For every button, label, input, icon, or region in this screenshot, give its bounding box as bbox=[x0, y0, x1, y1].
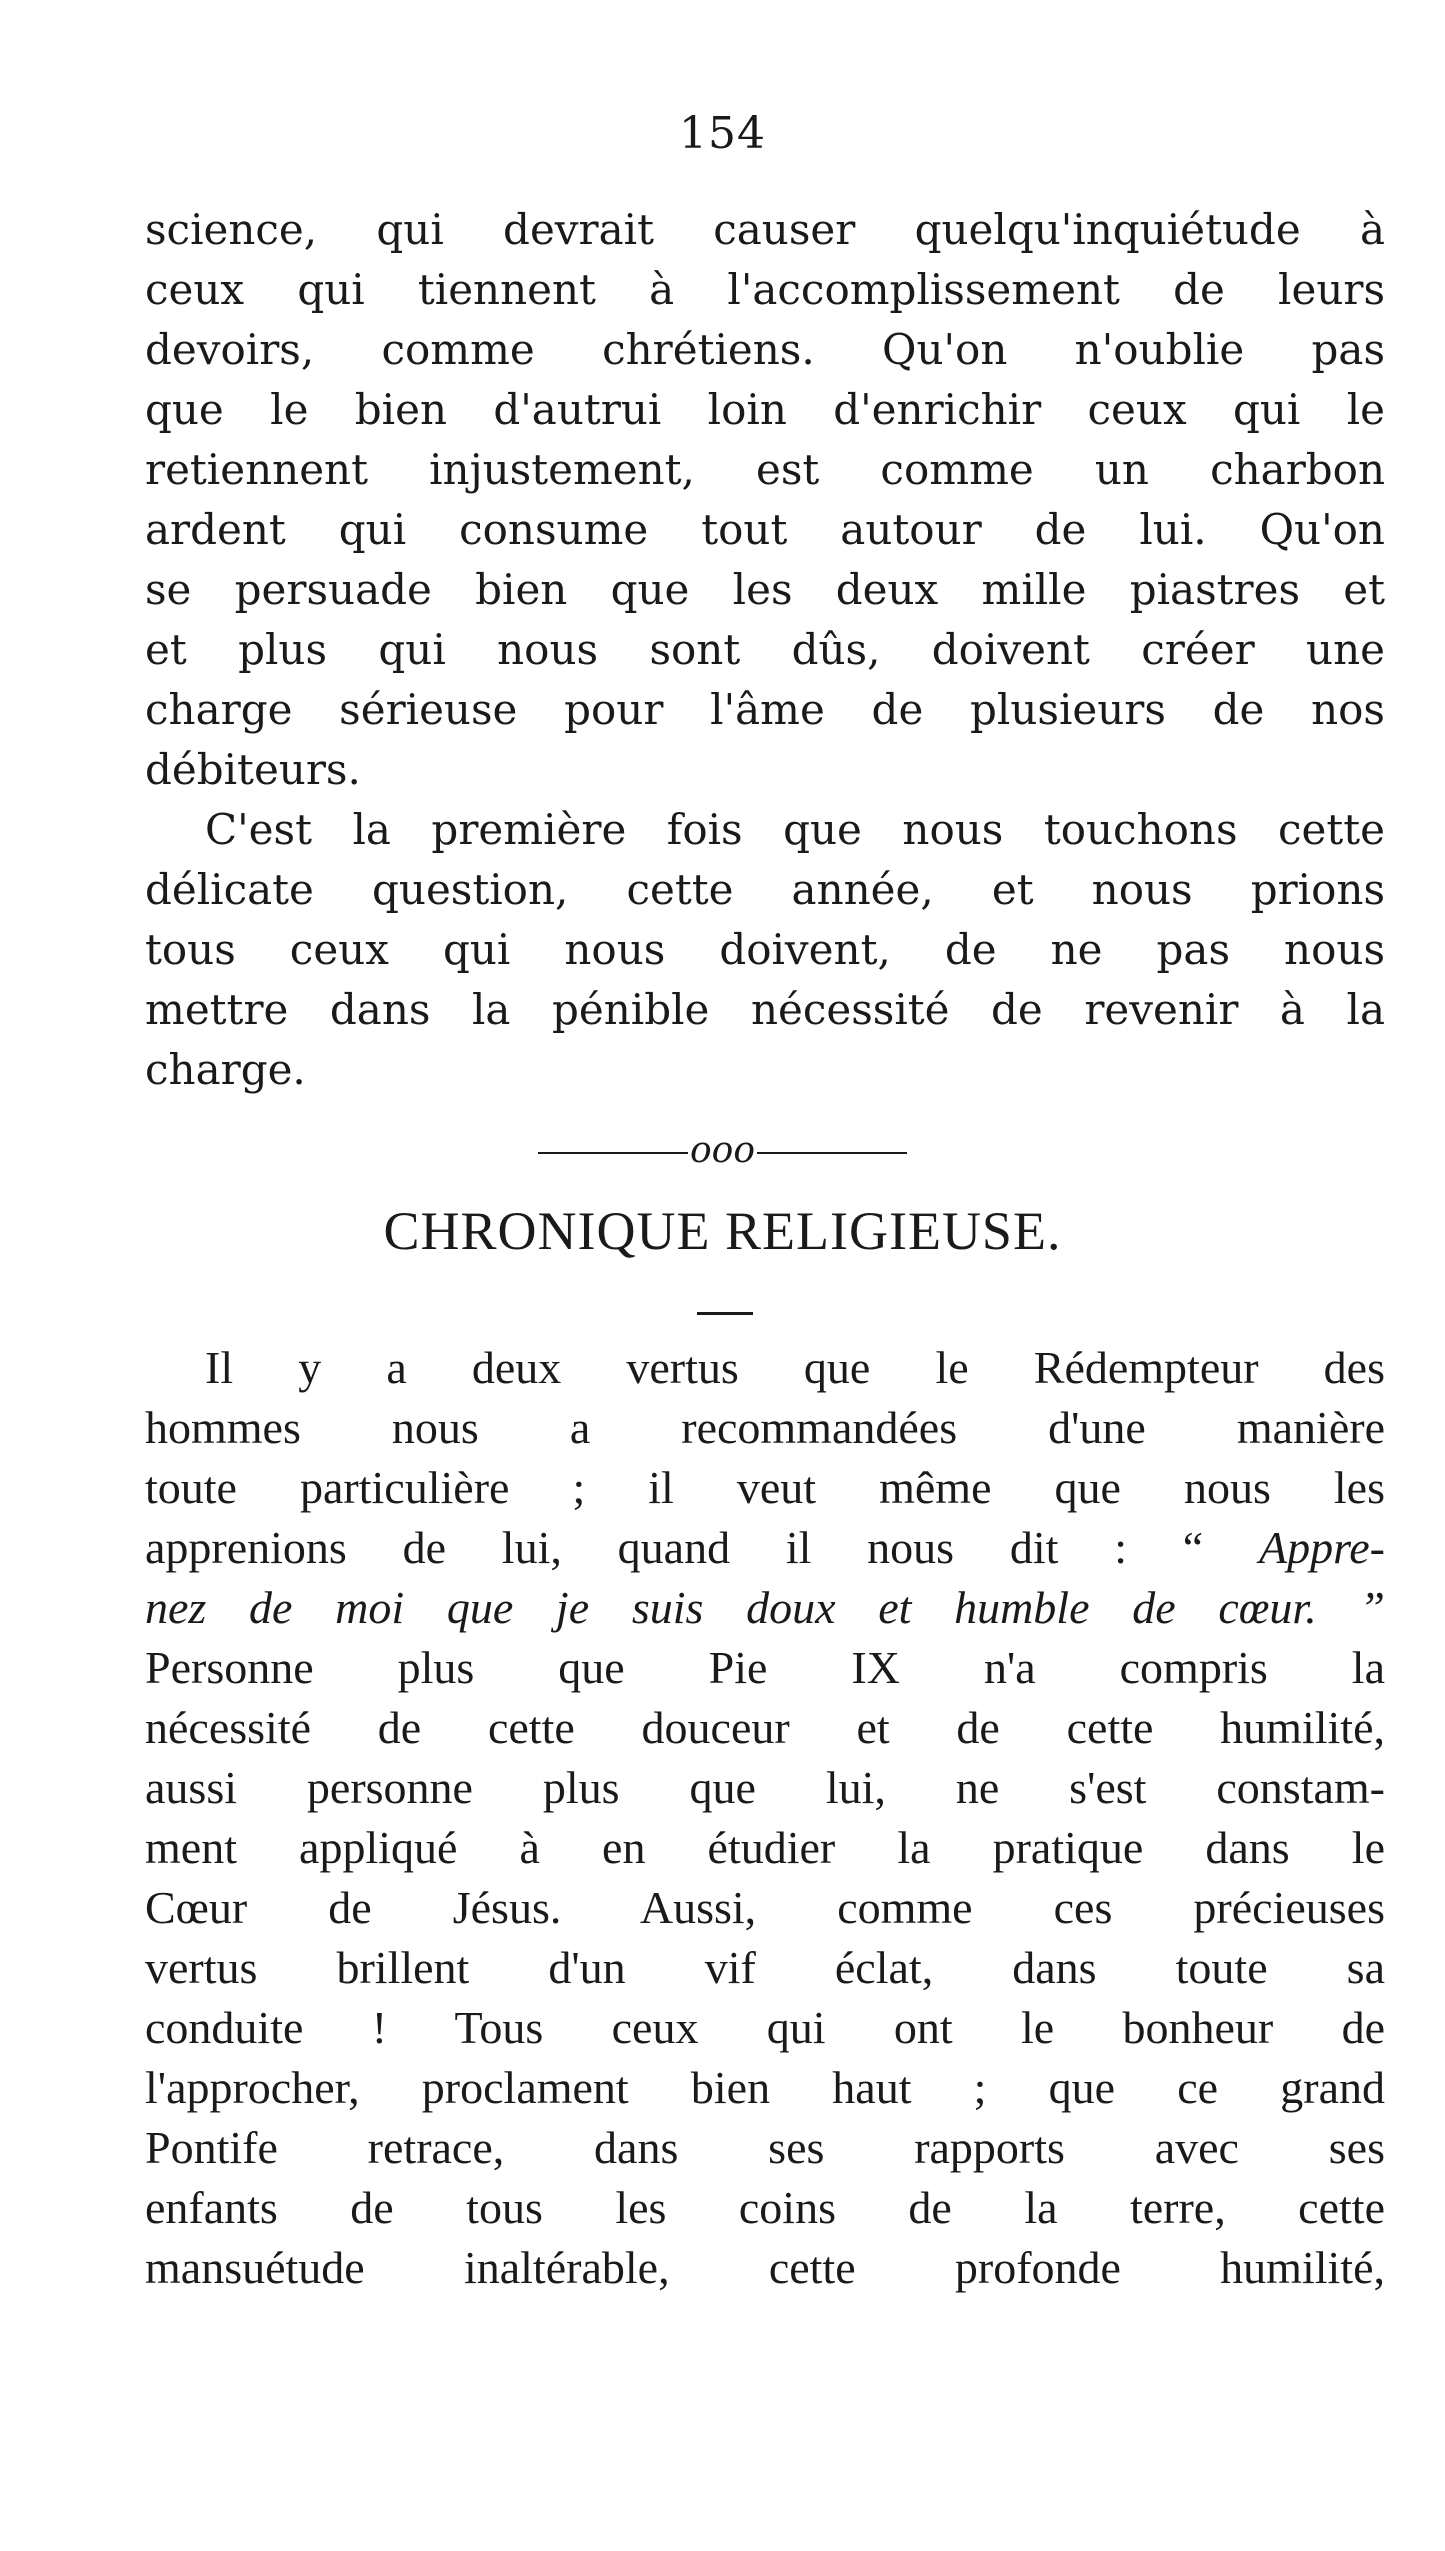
text-line: science, qui devrait causer quelqu'inquiétude à bbox=[145, 205, 1385, 254]
text-line bbox=[145, 1578, 1385, 1638]
text-line: débiteurs. bbox=[145, 745, 361, 794]
text-line: se persuade bien que les deux mille piastres et bbox=[145, 565, 1385, 614]
text-line: mansuétude inaltérable, cette profonde humilité, bbox=[145, 2242, 1385, 2293]
text-line: que le bien d'autrui loin d'enrichir ceux qui le bbox=[145, 385, 1385, 434]
text-line: et plus qui nous sont dûs, doivent créer une bbox=[145, 625, 1385, 674]
text-line: apprenions de lui, quand il nous dit : “ Appre- bbox=[145, 1522, 1385, 1573]
text-line: charge. bbox=[145, 1045, 306, 1094]
text-line: toute particulière ; il veut même que nous les bbox=[145, 1462, 1385, 1513]
text-line: vertus brillent d'un vif éclat, dans toute sa bbox=[145, 1942, 1385, 1993]
text-line: tous ceux qui nous doivent, de ne pas nous bbox=[145, 925, 1385, 974]
italic-quote: nez de moi que je suis doux et humble de cœur. ” bbox=[145, 1582, 1385, 1633]
text-line: Cœur de Jésus. Aussi, comme ces précieuses bbox=[145, 1882, 1385, 1933]
text-line: l'approcher, proclament bien haut ; que ce grand bbox=[145, 2062, 1385, 2113]
text-line: mettre dans la pénible nécessité de revenir à la bbox=[145, 985, 1385, 1034]
title-rule bbox=[697, 1312, 753, 1315]
text-line: enfants de tous les coins de la terre, cette bbox=[145, 2182, 1385, 2233]
paragraph-request bbox=[145, 800, 1385, 1100]
text-line: Personne plus que Pie IX n'a compris la bbox=[145, 1642, 1385, 1693]
section-ornament bbox=[0, 1130, 1445, 1171]
text-line: ceux qui tiennent à l'accomplissement de leurs bbox=[145, 265, 1385, 314]
section-title: CHRONIQUE RELIGIEUSE. bbox=[383, 1201, 1062, 1261]
text-line: devoirs, comme chrétiens. Qu'on n'oublie pas bbox=[145, 325, 1385, 374]
paragraph-debts bbox=[145, 200, 1385, 800]
page-number: 154 bbox=[679, 108, 766, 159]
text-line: délicate question, cette année, et nous prions bbox=[145, 865, 1385, 914]
text-line: retiennent injustement, est comme un charbon bbox=[145, 445, 1385, 494]
text-line: conduite ! Tous ceux qui ont le bonheur de bbox=[145, 2002, 1385, 2053]
text-line: ardent qui consume tout autour de lui. Qu'on bbox=[145, 505, 1385, 554]
ornament-rule-right bbox=[757, 1152, 907, 1154]
text-line: C'est la première fois que nous touchons cette bbox=[205, 805, 1385, 854]
text-line: Pontife retrace, dans ses rapports avec ses bbox=[145, 2122, 1385, 2173]
ornament-rule-left bbox=[538, 1152, 688, 1154]
text-line: nécessité de cette douceur et de cette humilité, bbox=[145, 1702, 1385, 1753]
text-line: Il y a deux vertus que le Rédempteur des bbox=[205, 1342, 1385, 1393]
text-line: aussi personne plus que lui, ne s'est constam- bbox=[145, 1762, 1385, 1813]
italic-quote: Appre- bbox=[1258, 1522, 1385, 1573]
paragraph-chronicle bbox=[145, 1338, 1385, 2298]
text-line: ment appliqué à en étudier la pratique dans le bbox=[145, 1822, 1385, 1873]
ornament-text: ooo bbox=[689, 1130, 756, 1171]
text-line: hommes nous a recommandées d'une manière bbox=[145, 1402, 1385, 1453]
text-line: charge sérieuse pour l'âme de plusieurs de nos bbox=[145, 685, 1385, 734]
